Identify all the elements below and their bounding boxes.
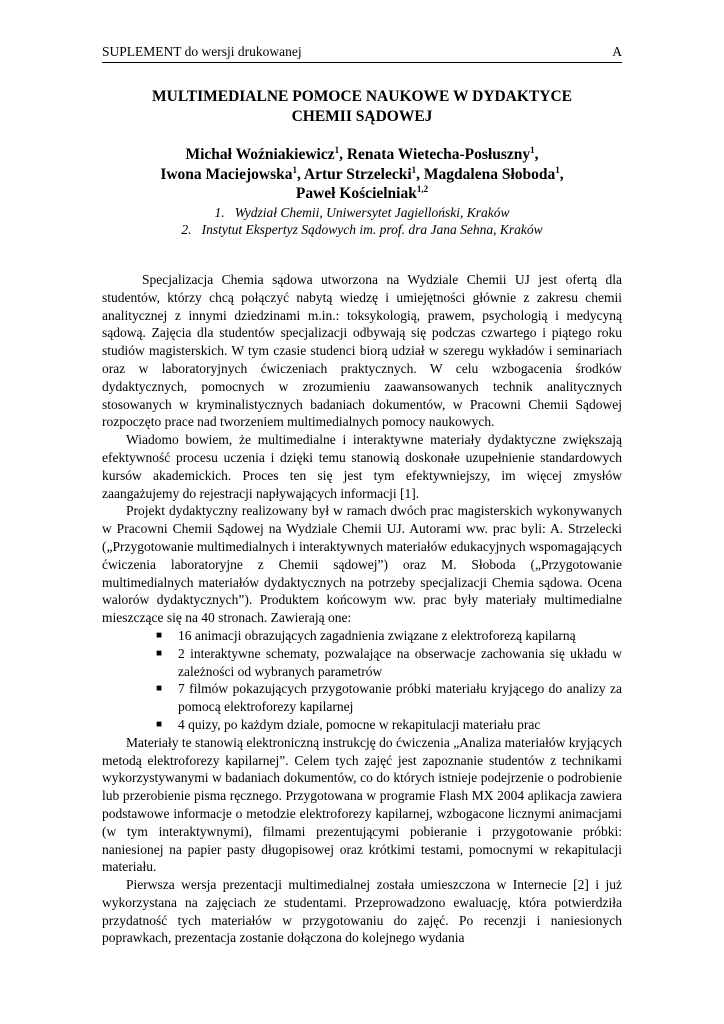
running-header-section: A [612,44,622,59]
list-item [156,680,622,716]
author-name: Iwona Maciejowska [160,165,293,183]
list-item-text: 16 animacji obrazujących zagadnienia związane z elektroforezą kapilarną [178,627,576,643]
paper-title [102,87,622,127]
author-list [102,145,622,204]
list-item [156,716,622,734]
running-header-title: SUPLEMENT do wersji drukowanej [102,44,302,59]
list-item-text: 4 quizy, po każdym dziale, pomocne w rekapitulacji materiału prac [178,716,541,732]
bullet-icon: ■ [156,647,163,659]
author-affiliation-mark: 1 [292,164,298,175]
author-line-1: Michał Woźniakiewicz$^1$, Renata Wietecha-Posłuszny$^1$, [185,144,539,163]
list-item-text: 7 filmów pokazujących przygotowanie próbki materiału kryjącego do analizy za pomocą elektroforezy kapilarnej [178,681,622,715]
running-header [102,44,622,63]
bullet-icon: ■ [156,629,163,641]
author-line-3 [102,184,622,204]
list-item [156,645,622,681]
article-body [102,271,622,947]
paragraph-3: Projekt dydaktyczny realizowany był w ramach dwóch prac magisterskich wykonywanych w Pracowni Chemii Sądowej na Wydziale Chemii UJ. Autorami ww. prac byli: A. Strzelecki („Przygotowanie multimedialnych i interaktywnych materiałów edukacyjnych wspomagających ćwiczenia laboratoryjne z Chemii sądowej”) oraz M. Słoboda („Przygotowanie multimedialnych materiałów dydaktycznych na potrzeby specjalizacji Chemia sądowa. Ocena walorów dydaktycznych”). Produktem końcowym ww. prac były materiały multimedialne mieszczące się na 40 stronach. Zawierają one: [102,503,622,626]
list-item [156,627,622,645]
author-name: Michał Woźniakiewicz [185,146,335,163]
bullet-icon: ■ [156,718,163,730]
author-affiliation-mark: 1 [555,164,560,175]
list-item-text: 2 interaktywne schematy, pozwalające na obserwacje zachowania się układu w zależności od wybranych parametrów [178,645,622,679]
paragraph-5: Pierwsza wersja prezentacji multimedialnej została umieszczona w Internecie [2] i już wykorzystana na zajęciach ze studentami. Przeprowadzono ewaluację, która potwierdziła przydatność tych materiałów w przygotowaniu do zajęć. Po recenzji i naniesionych poprawkach, prezentacja zostanie dołączona do kolejnego wydania [102,877,622,946]
author-affiliation-mark: 1 [334,144,340,155]
author-affiliation-mark: 1 [411,164,417,175]
author-affiliation-mark: 1,2 [416,183,429,194]
affiliation-2: 2. Instytut Ekspertyz Sądowych im. prof. dra Jana Sehna, Kraków [181,222,543,237]
affiliations [102,204,622,238]
author-affiliation-mark: 1 [530,144,535,155]
author-name: Renata Wietecha-Posłuszny [346,146,531,163]
paragraph-2: Wiadomo bowiem, że multimedialne i interaktywne materiały dydaktyczne zwiększają efektywność procesu uczenia i dzięki temu stanowią doskonałe uzupełnienie standardowych kursów akademickich. Proces ten się jest tym efektywniejszy, im więcej zmysłów zaangażujemy do rejestracji napływających informacji [1]. [102,432,622,501]
author-name: Paweł Kościelniak [295,185,417,202]
author-line-2: Iwona Maciejowska$^1$, Artur Strzelecki$^1$, Magdalena Słoboda$^1$, [160,164,564,183]
paragraph-1: Specjalizacja Chemia sądowa utworzona na Wydziale Chemii UJ jest ofertą dla studentów, którzy chcą połączyć nabytą wiedzę i umiejętności głównie z zakresu chemii analitycznej z innymi dziedzinami m.in.: toksykologią, prawem, psychologią i medycyną sądową. Zajęcia dla studentów specjalizacji odbywają się podczas czwartego i piątego roku studiów magisterskich. W tym czasie studenci biorą udział w szeregu wykładów i seminariach oraz w laboratoryjnych ćwiczeniach praktycznych. W celu wzbogacenia środków dydaktycznych, pomocnych w zrozumieniu zaawansowanych technik analitycznych stosowanych w kryminalistycznych badaniach dokumentów, w Pracowni Chemii Sądowej rozpoczęto prace nad tworzeniem multimedialnych pomocy naukowych. [102,272,622,430]
paragraph-4: Materiały te stanowią elektroniczną instrukcję do ćwiczenia „Analiza materiałów kryjących metodą elektroforezy kapilarnej”. Celem tych zajęć jest zapoznanie studentów z technikami wykorzystywanymi w badaniach dokumentów, co do których istnieje podejrzenie o podrobienie lub przerobienie pisma ręcznego. Przygotowana w programie Flash MX 2004 aplikacja zawiera podstawowe informacje o metodzie elektroforezy kapilarnej, wzbogacone licznymi animacjami (w tym interaktywnymi), filmami prezentującymi pobieranie i przygotowanie próbki: naniesionej na papier pasty długopisowej oraz krótkimi testami, pomocnymi w rekapitulacji materiału. [102,734,622,875]
affiliation-1: 1. Wydział Chemii, Uniwersytet Jagielloński, Kraków [214,205,510,220]
contents-list [102,627,622,734]
author-name: Artur Strzelecki [303,165,412,183]
bullet-icon: ■ [156,683,163,695]
author-name: Magdalena Słoboda [423,165,556,183]
paper-title-line-2: CHEMII SĄDOWEJ [291,108,433,125]
paper-title-line-1: MULTIMEDIALNE POMOCE NAUKOWE W DYDAKTYCE [152,88,572,105]
